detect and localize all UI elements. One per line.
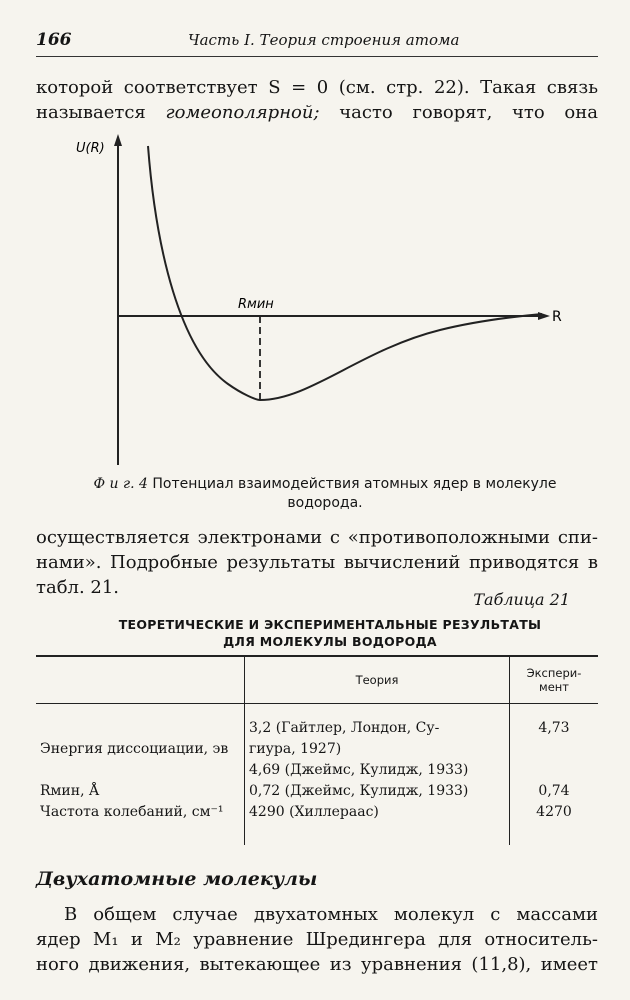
page-number: 166 [36,30,72,50]
paragraph-line [36,100,598,125]
cell-experiment [510,739,599,760]
cell-experiment [510,760,599,781]
figure-caption [60,475,590,513]
x-axis-label: R [552,309,562,325]
rmin-label: Rмин [238,297,274,312]
results-table [36,655,598,845]
table-row [36,802,598,845]
text-run: часто говорят, что она [339,102,598,123]
table-row [36,704,598,740]
cell-theory: 4,69 (Джеймс, Кулидж, 1933) [245,760,510,781]
header-experiment-line: Экспери- [526,666,582,680]
potential-energy-figure [60,130,580,470]
cell-quantity [36,760,245,781]
table-row [36,781,598,802]
cell-quantity: Rмин, Å [40,783,100,799]
paragraph-line: осуществляется электронами с «противоположными спи- [36,527,598,548]
paragraph-line: ного движения, вытекающее из уравнения (11,8), имеет [36,954,598,975]
y-axis-arrow [114,134,122,146]
text-run: называется [36,102,146,123]
paragraph-intro [36,75,598,125]
table-header-row [36,656,598,704]
paragraph-diatomic [36,902,598,977]
cell-experiment: 4270 [536,804,572,820]
section-heading: Двухатомные молекулы [36,868,318,890]
potential-curve [148,146,542,400]
table-label: Таблица 21 [473,590,570,609]
table-title [60,616,600,650]
caption-lead: Ф и г. 4 [93,476,148,492]
paragraph-line: нами». Подробные результаты вычислений приводятся в [36,552,598,573]
caption-text: водорода. [287,495,363,511]
paragraph-line: ядер M₁ и M₂ уравнение Шредингера для относитель- [36,929,598,950]
y-axis-label: U(R) [76,141,105,156]
cell-theory: 0,72 (Джеймс, Кулидж, 1933) [245,781,510,802]
running-title: Часть I. Теория строения атома [188,31,460,49]
cell-quantity: Частота колебаний, см⁻¹ [40,804,224,820]
cell-theory: гиура, 1927) [245,739,510,760]
paragraph-line: табл. 21. [36,577,120,598]
header-quantity [36,656,245,704]
cell-experiment: 0,74 [538,783,570,799]
table-row [36,760,598,781]
header-rule [36,56,598,57]
table-title-line: ТЕОРЕТИЧЕСКИЕ И ЭКСПЕРИМЕНТАЛЬНЫЕ РЕЗУЛЬТАТЫ [118,617,542,632]
cell-theory: 3,2 (Гайтлер, Лондон, Су- [245,704,510,740]
header-theory: Теория [245,656,510,704]
table-row [36,739,598,760]
paragraph-line: которой соответствует S = 0 (см. стр. 22). Такая связь [36,77,598,98]
header-experiment-line: мент [539,680,569,694]
caption-text: Потенциал взаимодействия атомных ядер в молекуле [152,476,557,492]
cell-quantity: Энергия диссоциации, эв [40,741,229,757]
paragraph-line: В общем случае двухатомных молекул с массами [64,904,598,925]
cell-experiment: 4,73 [538,720,570,736]
table-title-line: ДЛЯ МОЛЕКУЛЫ ВОДОРОДА [223,634,437,649]
paragraph-results [36,525,598,600]
cell-quantity [36,704,245,740]
cell-theory: 4290 (Хиллераас) [245,802,510,845]
header-experiment [510,656,599,704]
emphasized-term: гомеополярной; [165,102,320,123]
